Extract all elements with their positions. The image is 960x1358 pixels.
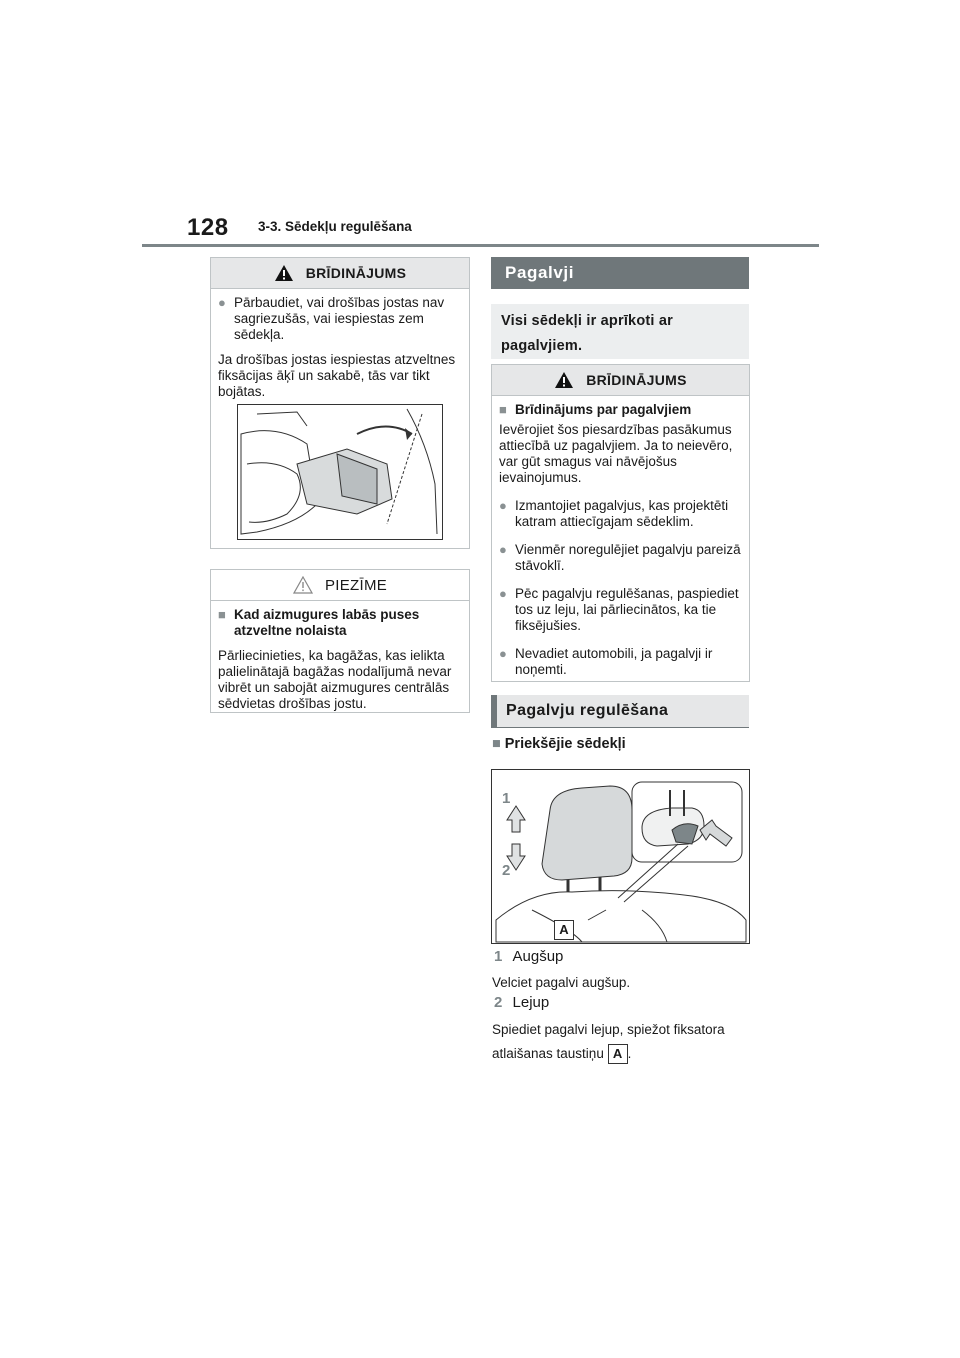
figure-label-2: 2	[502, 862, 511, 879]
step-1-desc: Velciet pagalvi augšup.	[492, 975, 631, 990]
note-paragraph: Pārliecinieties, ka bagāžas, kas ielikta palielinātajā bagāžas nodalījumā nevar vibrēt un sabojāt aizmugures centrālās sēdvietas drošības jostu.	[218, 648, 452, 711]
figure-label-a: A	[554, 920, 574, 940]
bullet-icon: ●	[218, 295, 226, 310]
release-button-key: A	[608, 1044, 628, 1064]
warning-paragraph: Ievērojiet šos piesardzības pasākumus attiecībā uz pagalvjiem. Ja to neievēro, var gūt smagus vai nāvējošus ievainojumus.	[499, 422, 733, 485]
adjust-heading-rule	[491, 727, 749, 728]
front-seats-heading: ■ Priekšējie sēdekļi	[492, 736, 626, 752]
header-rule	[142, 244, 819, 247]
figure-label-1: 1	[502, 790, 511, 807]
bullet-icon: ●	[499, 646, 507, 661]
seatbelt-illustration	[237, 404, 443, 540]
step-number: 2	[494, 994, 503, 1011]
bullet-icon: ●	[499, 586, 507, 601]
warning-title: BRĪDINĀJUMS	[586, 372, 687, 388]
step-2-desc: Spiediet pagalvi lejup, spiežot fiksatora atlaišanas taustiņu A .	[492, 1018, 750, 1066]
square-bullet-icon: ■	[218, 607, 226, 622]
warning-title: BRĪDINĀJUMS	[305, 265, 407, 281]
list-item: ● Nevadiet automobili, ja pagalvji ir noņemti.	[499, 646, 713, 677]
step-number: 1	[494, 948, 503, 965]
adjust-heading-bar	[491, 695, 749, 727]
warning-paragraph: Ja drošības jostas iespiestas atzveltnes fiksācijas āķī un sakabē, tās var tikt bojātas.	[218, 352, 456, 399]
warning-box-header	[492, 365, 749, 396]
warning-box-right	[491, 364, 750, 682]
note-title: PIEZĪME	[324, 576, 388, 594]
sentence-period: .	[627, 1046, 632, 1061]
headrest-drawing	[492, 770, 749, 943]
headrest-illustration	[491, 769, 750, 944]
caution-icon	[293, 576, 313, 594]
step-2	[494, 994, 549, 1011]
note-box	[210, 569, 470, 713]
page-number: 128	[187, 214, 229, 241]
list-item: ● Izmantojiet pagalvjus, kas projektēti katram attiecīgajam sēdeklim.	[499, 498, 729, 529]
square-bullet-icon: ■	[492, 736, 501, 752]
bullet-icon: ●	[499, 542, 507, 557]
warning-heading: ■ Brīdinājums par pagalvjiem	[499, 402, 692, 417]
warning-box-left	[210, 257, 470, 549]
section-title: 3-3. Sēdekļu regulēšana	[258, 219, 412, 234]
bullet-text: Pārbaudiet, vai drošības jostas nav sagriezušās, vai iespiestas zem sēdekļa.	[234, 295, 445, 342]
main-title: Pagalvji	[505, 263, 575, 282]
step-1	[494, 948, 563, 965]
main-title-bar	[491, 257, 749, 289]
step-label: Lejup	[512, 994, 550, 1011]
step-label: Augšup	[512, 948, 564, 965]
note-box-header	[211, 570, 469, 601]
list-item: ● Pēc pagalvju regulēšanas, paspiediet tos uz leju, lai pārliecinātos, ka tie fiksējušies.	[499, 586, 739, 633]
warning-box-header	[211, 258, 469, 289]
list-item: ● Vienmēr noregulējiet pagalvju pareizā stāvoklī.	[499, 542, 741, 573]
square-bullet-icon: ■	[499, 402, 507, 417]
bullet-icon: ●	[499, 498, 507, 513]
intro-box: Visi sēdekļi ir aprīkoti ar pagalvjiem.	[491, 304, 749, 359]
warning-icon	[554, 371, 574, 389]
adjust-heading: Pagalvju regulēšana	[506, 702, 669, 719]
note-heading: ■ Kad aizmugures labās puses atzveltne nolaista	[218, 607, 420, 638]
list-item	[218, 295, 463, 343]
warning-icon	[274, 264, 294, 282]
